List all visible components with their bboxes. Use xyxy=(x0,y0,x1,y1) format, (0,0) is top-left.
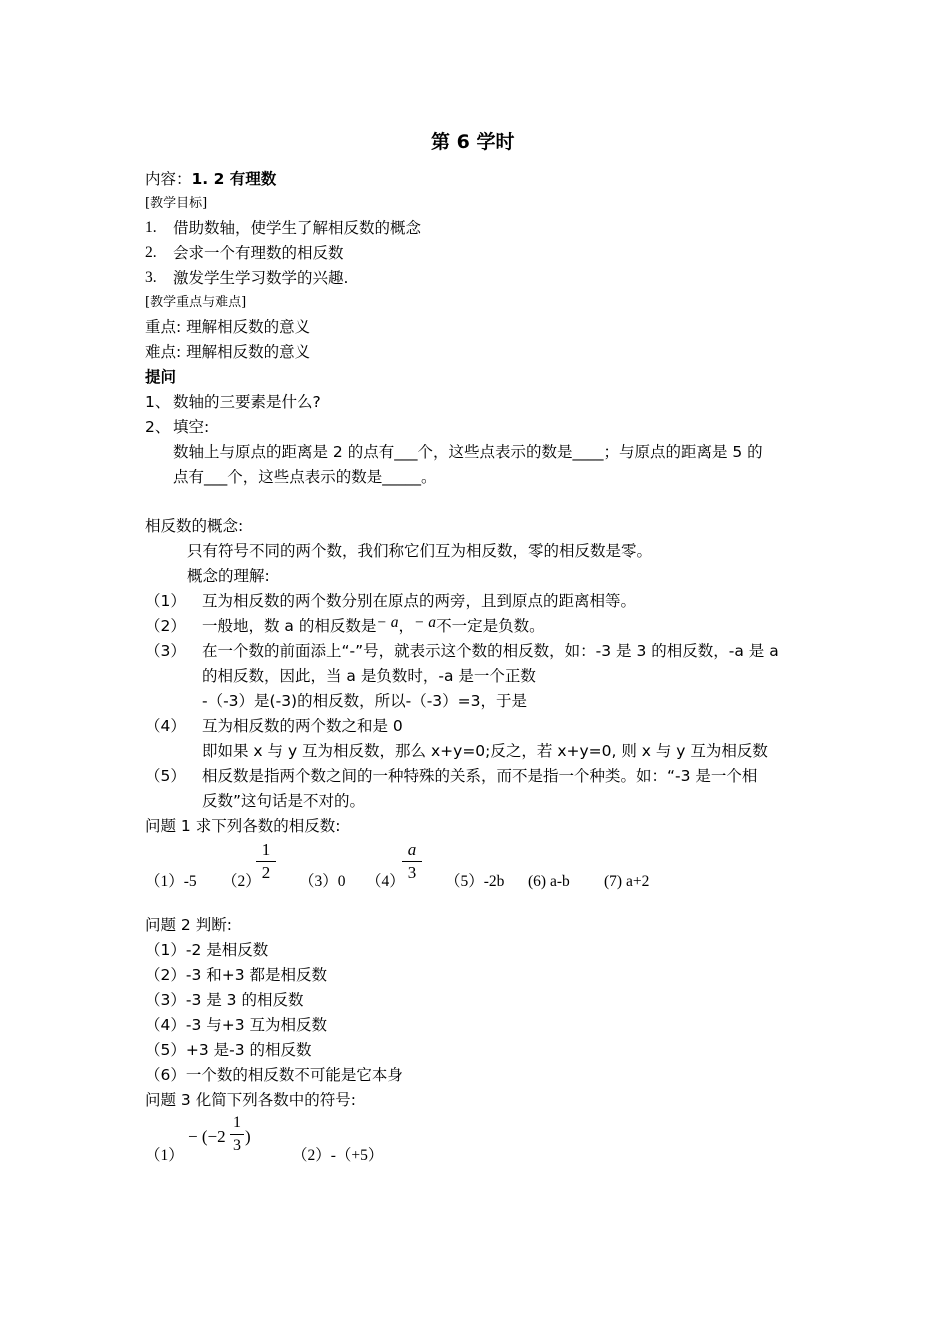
problem2-item: （6）一个数的相反数不可能是它本身 xyxy=(145,1066,403,1084)
concept-item-text: 即如果 x 与 y 互为相反数，那么 x+y=0;反之，若 x+y=0, 则 x 与 y 互为相反数 xyxy=(202,742,768,760)
math-expression: − a xyxy=(376,614,399,631)
text-segment: 不一定是负数。 xyxy=(436,617,545,635)
problem3-item-label: （1） xyxy=(145,1147,184,1164)
key-point: 重点: 理解相反数的意义 xyxy=(145,318,311,336)
objective-text: 会求一个有理数的相反数 xyxy=(173,244,344,262)
objective-text: 激发学生学习数学的兴趣. xyxy=(173,269,349,287)
concept-item-num: （1） xyxy=(145,592,186,610)
problem3-item: （2）-（+5） xyxy=(292,1147,384,1164)
text-segment: 一般地，数 a 的相反数是 xyxy=(202,617,377,635)
objective-num: 3. xyxy=(145,269,157,286)
concept-item-text: 相反数是指两个数之间的一种特殊的关系，而不是指一个种类。如：“-3 是一个相 xyxy=(202,767,758,785)
objective-num: 1. xyxy=(145,219,157,236)
problem2-item: （2）-3 和+3 都是相反数 xyxy=(145,966,328,984)
problem2-heading: 问题 2 判断: xyxy=(145,916,232,934)
math-expression-suffix: ) xyxy=(245,1127,251,1146)
problem2-item: （4）-3 与+3 互为相反数 xyxy=(145,1016,328,1034)
objective-num: 2. xyxy=(145,244,157,261)
concept-item-num: （2） xyxy=(145,617,186,635)
fraction-one-half xyxy=(256,840,276,883)
question-num: 2、 xyxy=(145,418,171,436)
fraction-denominator: 3 xyxy=(407,863,417,882)
content-line xyxy=(145,169,276,189)
problem1-item: （5）-2b xyxy=(445,873,505,890)
problem2-item: （1）-2 是相反数 xyxy=(145,941,269,959)
math-expression-prefix: − (−2 xyxy=(188,1127,226,1146)
fraction-numerator: 1 xyxy=(261,840,271,859)
problem1-item: (6) a-b xyxy=(528,873,570,890)
problem1-item: （4） xyxy=(366,873,405,890)
problem3-heading: 问题 3 化简下列各数中的符号: xyxy=(145,1091,356,1109)
concept-understanding: 概念的理解: xyxy=(187,567,270,585)
page-title: 第 6 学时 xyxy=(431,131,515,153)
difficult-point: 难点: 理解相反数的意义 xyxy=(145,343,311,361)
question-text: 填空: xyxy=(173,418,210,436)
concept-item-text xyxy=(202,616,545,637)
problem2-item: （5）+3 是-3 的相反数 xyxy=(145,1041,312,1059)
concept-item-text: 互为相反数的两个数之和是 0 xyxy=(202,717,403,735)
concept-item-text: 在一个数的前面添上“-”号，就表示这个数的相反数，如：-3 是 3 的相反数，-a 是 a xyxy=(202,642,779,660)
concept-definition: 只有符号不同的两个数，我们称它们互为相反数，零的相反数是零。 xyxy=(187,542,653,560)
content-label: 内容： xyxy=(145,170,192,188)
concept-item-num: （3） xyxy=(145,642,186,660)
fraction-numerator: a xyxy=(407,840,417,859)
questions-heading: 提问 xyxy=(145,368,177,386)
problem1-item: （2） xyxy=(222,873,261,890)
content-value: 1. 2 有理数 xyxy=(191,170,277,188)
fill-blank-line: 点有___个，这些点表示的数是_____。 xyxy=(173,468,437,486)
problem1-heading: 问题 1 求下列各数的相反数: xyxy=(145,817,341,835)
question-text: 数轴的三要素是什么? xyxy=(173,393,321,411)
key-points-heading: [教学重点与难点] xyxy=(145,295,247,310)
concept-heading: 相反数的概念: xyxy=(145,517,244,535)
concept-item-text: -（-3）是(-3)的相反数，所以-（-3）=3，于是 xyxy=(202,692,527,710)
concept-item-num: （5） xyxy=(145,767,186,785)
problem1-item: (7) a+2 xyxy=(604,873,650,890)
text-segment: ， xyxy=(398,617,414,635)
fraction-denominator: 2 xyxy=(261,863,271,882)
problem1-item: （1）-5 xyxy=(145,873,197,890)
math-expression: − a xyxy=(413,614,437,631)
concept-item-num: （4） xyxy=(145,717,186,735)
concept-item-text: 的相反数，因此，当 a 是负数时，-a 是一个正数 xyxy=(202,667,536,685)
fraction-a-over-3 xyxy=(402,840,422,883)
concept-item-text: 反数”这句话是不对的。 xyxy=(202,792,366,810)
fraction-denominator: 3 xyxy=(233,1137,241,1154)
objective-text: 借助数轴，使学生了解相反数的概念 xyxy=(173,219,422,237)
fraction-numerator: 1 xyxy=(233,1114,241,1131)
concept-item-text: 互为相反数的两个数分别在原点的两旁，且到原点的距离相等。 xyxy=(202,592,637,610)
question-num: 1、 xyxy=(145,393,171,411)
objectives-heading: [教学目标] xyxy=(145,196,208,211)
fraction-one-third xyxy=(230,1113,244,1156)
problem1-item: （3）0 xyxy=(299,873,346,890)
fill-blank-line: 数轴上与原点的距离是 2 的点有___个，这些点表示的数是____；与原点的距离是 5 的 xyxy=(173,443,763,461)
problem2-item: （3）-3 是 3 的相反数 xyxy=(145,991,304,1009)
